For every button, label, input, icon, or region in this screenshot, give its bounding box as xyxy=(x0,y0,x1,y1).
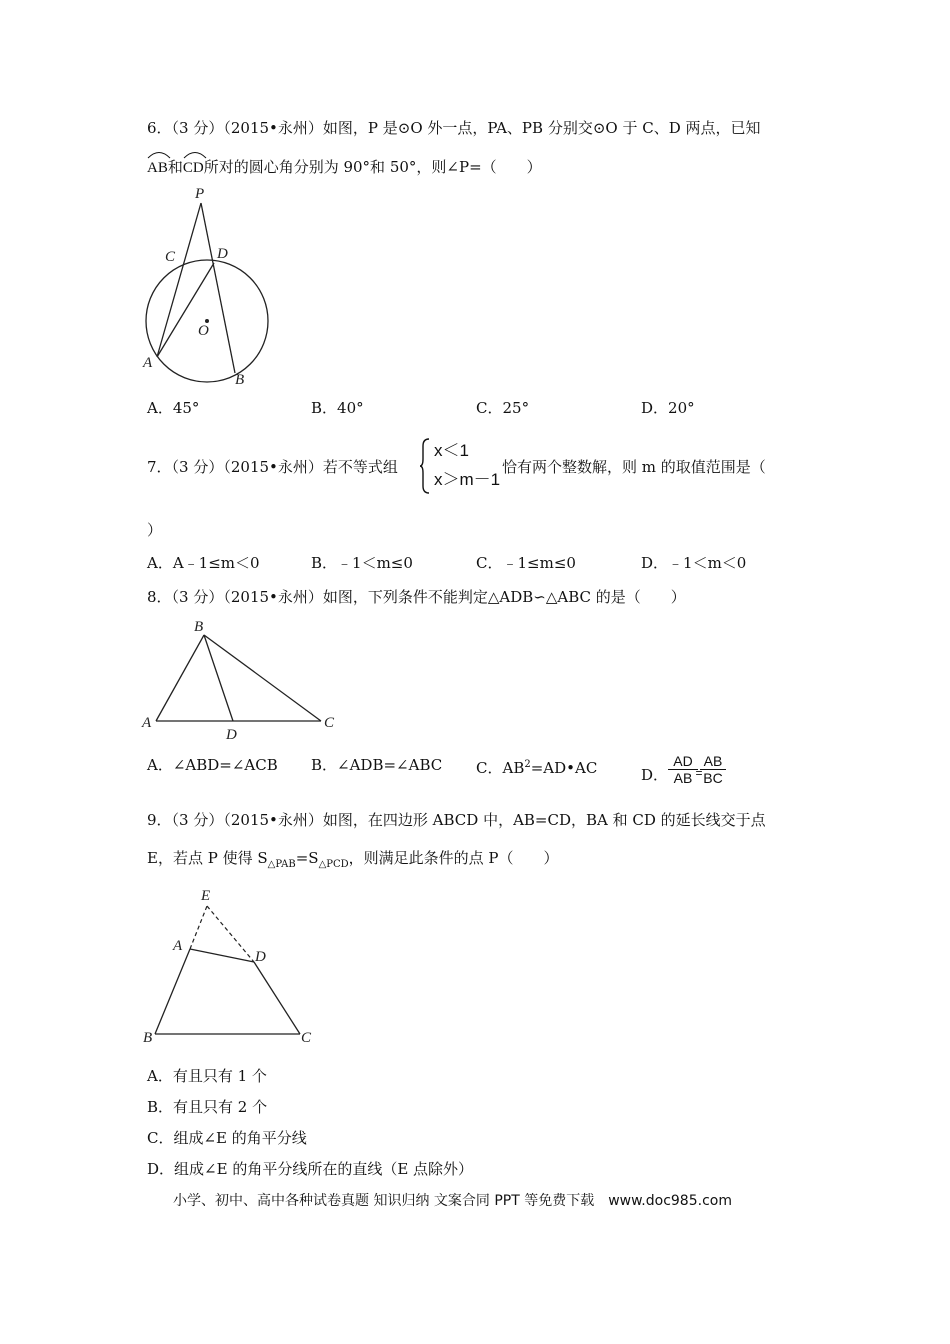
fraction-denominator: AB xyxy=(673,770,693,786)
q9-option-a[interactable] xyxy=(147,1066,267,1086)
option-key: D． xyxy=(641,399,669,417)
option-text: 40° xyxy=(337,399,364,417)
label-p: P xyxy=(195,186,205,202)
q7-stem-cont: ） xyxy=(147,521,163,539)
segment-dc xyxy=(254,962,300,1034)
option-key: C． xyxy=(476,399,503,417)
q9-option-b[interactable] xyxy=(147,1097,267,1117)
q9-stem-line1 xyxy=(147,810,766,830)
option-key: B． xyxy=(311,756,338,774)
system-line-2: x＞m－1 xyxy=(434,470,501,489)
q9-stem-line2 xyxy=(147,848,559,875)
fraction-equals: = xyxy=(695,766,703,780)
q6-number: 6． xyxy=(147,119,172,137)
label-d: D xyxy=(217,246,228,262)
option-text-rest: =AD•AC xyxy=(530,759,598,777)
q6-option-d[interactable] xyxy=(641,398,695,418)
q6-option-a[interactable] xyxy=(147,398,199,418)
option-key: B． xyxy=(147,1098,174,1116)
option-superscript: 2 xyxy=(524,759,531,770)
q8-meta: （3 分）（2015•永州） xyxy=(171,588,323,606)
label-d: D xyxy=(255,949,266,965)
option-text: ﹣1＜m≤0 xyxy=(337,554,413,572)
fraction-denominator: BC xyxy=(703,770,723,786)
option-text: 45° xyxy=(172,399,200,417)
option-key: A． xyxy=(147,554,173,572)
q7-stem-head xyxy=(147,457,398,477)
q6-circle-figure xyxy=(135,183,285,393)
q8-option-d[interactable] xyxy=(641,765,668,785)
q8-option-c[interactable] xyxy=(476,755,597,778)
q6-stem-line1 xyxy=(147,118,761,138)
q7-stem-suffix: 恰有两个整数解，则 m 的取值范围是（ xyxy=(502,458,766,476)
extension-ae xyxy=(190,906,207,949)
option-key: A． xyxy=(147,756,173,774)
q8-option-a[interactable] xyxy=(147,755,278,775)
option-text: ∠ABD=∠ACB xyxy=(172,756,278,774)
segment-bd xyxy=(204,635,233,721)
option-text: 组成∠E 的角平分线所在的直线（E 点除外） xyxy=(174,1160,474,1178)
system-brace-icon xyxy=(419,437,431,495)
line-pa xyxy=(157,203,201,357)
label-b: B xyxy=(143,1030,153,1046)
q8-stem-text: 如图，下列条件不能判定△ADB∽△ABC 的是（ ） xyxy=(322,588,686,606)
label-e: E xyxy=(201,888,211,904)
q7-option-c[interactable] xyxy=(476,553,576,573)
q8-triangle-figure xyxy=(135,615,345,745)
label-o: O xyxy=(198,323,209,339)
option-key: C． xyxy=(476,759,503,777)
system-line-1: x＜1 xyxy=(434,441,469,460)
option-key: B． xyxy=(311,399,338,417)
line-pb xyxy=(201,203,235,373)
label-b: B xyxy=(235,372,245,388)
q9-equals: =S xyxy=(295,849,319,867)
option-key: D． xyxy=(147,1160,175,1178)
option-text: A﹣1≤m＜0 xyxy=(172,554,260,572)
option-key: D． xyxy=(641,554,669,572)
q7-meta: （3 分）（2015•永州） xyxy=(171,458,323,476)
option-text: 20° xyxy=(668,399,695,417)
page-footer: 小学、初中、高中各种试卷真题 知识归纳 文案合同 PPT 等免费下载 www.doc985.com xyxy=(173,1193,732,1209)
option-key: A． xyxy=(147,1067,173,1085)
q6-and: 和 xyxy=(167,158,183,176)
arc-mark-icon xyxy=(182,149,208,159)
area-subscript-pcd: △PCD xyxy=(318,859,349,870)
q9-number: 9． xyxy=(147,811,172,829)
q7-option-b[interactable] xyxy=(311,553,413,573)
label-c: C xyxy=(324,715,335,731)
option-key: C． xyxy=(147,1129,174,1147)
segment-ba xyxy=(155,949,190,1034)
q6-stem-text: 如图，P 是⊙O 外一点，PA、PB 分别交⊙O 于 C、D 两点，已知 xyxy=(322,119,761,137)
option-key: B． xyxy=(311,554,338,572)
label-c: C xyxy=(301,1030,312,1046)
label-a: A xyxy=(143,355,153,371)
fraction-numerator: AB xyxy=(700,753,726,770)
q8-number: 8． xyxy=(147,588,172,606)
option-text: AB xyxy=(502,759,525,777)
label-a: A xyxy=(142,715,152,731)
arc-cd-label: CD xyxy=(182,160,204,176)
q8-stem xyxy=(147,587,686,607)
q6-meta: （3 分）（2015•永州） xyxy=(171,119,323,137)
q9-quadrilateral-figure xyxy=(135,882,325,1048)
arc-ab-label: AB xyxy=(147,160,168,176)
q7-number: 7． xyxy=(147,458,172,476)
option-text: 组成∠E 的角平分线 xyxy=(173,1129,307,1147)
segment-bc xyxy=(204,635,321,721)
q8-option-b[interactable] xyxy=(311,755,442,775)
fraction-numerator: AD xyxy=(668,753,698,770)
option-key: A． xyxy=(147,399,173,417)
label-b: B xyxy=(194,619,204,635)
arc-cd-symbol xyxy=(183,158,204,178)
option-text: 有且只有 2 个 xyxy=(173,1098,268,1116)
q9-meta: （3 分）（2015•永州） xyxy=(171,811,323,829)
q9-option-c[interactable] xyxy=(147,1128,307,1148)
label-d: D xyxy=(226,727,237,743)
q6-option-c[interactable] xyxy=(476,398,529,418)
q7-option-d[interactable] xyxy=(641,553,746,573)
arc-ab-symbol xyxy=(147,158,168,178)
area-subscript-pab: △PAB xyxy=(267,859,296,870)
q6-option-b[interactable] xyxy=(311,398,364,418)
q7-option-a[interactable] xyxy=(147,553,260,573)
option-key: C． xyxy=(476,554,503,572)
option-text: ﹣1＜m＜0 xyxy=(668,554,747,572)
arc-mark-icon xyxy=(146,149,172,159)
q6-stem-line2 xyxy=(147,157,542,178)
q7-stem-prefix: 若不等式组 xyxy=(322,458,398,476)
label-a: A xyxy=(173,938,183,954)
option-text: 25° xyxy=(502,399,530,417)
q9-stem-part-a: E，若点 P 使得 S xyxy=(147,849,268,867)
option-text: ﹣1≤m≤0 xyxy=(502,554,576,572)
label-c: C xyxy=(165,249,176,265)
option-key: D． xyxy=(641,766,669,784)
segment-ab xyxy=(156,635,204,721)
fraction-ab-bc xyxy=(700,753,726,786)
option-text: 有且只有 1 个 xyxy=(172,1067,267,1085)
q9-stem-part-b: ，则满足此条件的点 P（ ） xyxy=(348,849,559,867)
q9-stem-text: 如图，在四边形 ABCD 中，AB=CD，BA 和 CD 的延长线交于点 xyxy=(322,811,766,829)
option-text: ∠ADB=∠ABC xyxy=(337,756,443,774)
q9-option-d[interactable] xyxy=(147,1159,473,1179)
q6-stem-text2: 所对的圆心角分别为 90°和 50°，则∠P=（ ） xyxy=(203,158,542,176)
